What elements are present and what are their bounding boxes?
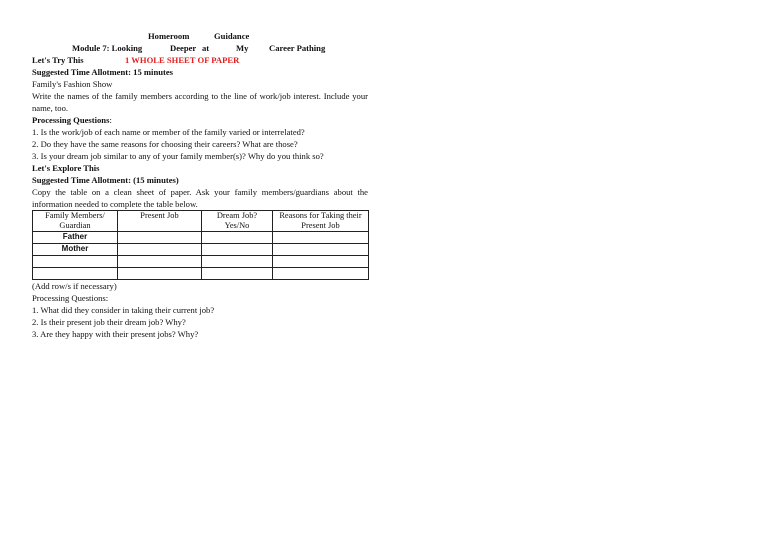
explore-time-allotment: Suggested Time Allotment: (15 minutes) (32, 175, 179, 185)
table-cell (118, 268, 202, 280)
try-time-allotment: Suggested Time Allotment: 15 minutes (32, 67, 174, 77)
table-row (33, 268, 369, 280)
table-row (33, 256, 369, 268)
table-cell (118, 232, 202, 244)
title-line-2 (32, 42, 368, 54)
title-line-1 (32, 30, 368, 42)
title-deeper: Deeper (170, 43, 197, 53)
materials-note: 1 WHOLE SHEET OF PAPER (125, 55, 240, 65)
title-career-pathing: Career Pathing (269, 43, 326, 53)
table-cell (202, 268, 273, 280)
table-cell (273, 244, 369, 256)
family-job-table (32, 210, 369, 280)
table-cell (273, 256, 369, 268)
explore-question: 1. What did they consider in taking their current job? (32, 305, 215, 315)
table-cell (118, 256, 202, 268)
try-this-heading-line (32, 54, 368, 66)
try-question: 2. Do they have the same reasons for choosing their careers? What are those? (32, 139, 298, 149)
table-row (33, 244, 369, 256)
table-cell (202, 244, 273, 256)
title-module: Module 7: Looking (72, 43, 143, 53)
table-cell: Father (33, 232, 118, 244)
title-homeroom: Homeroom (148, 31, 190, 41)
table-cell (33, 268, 118, 280)
table-cell (273, 232, 369, 244)
try-this-heading: Let's Try This (32, 55, 84, 65)
try-question: 1. Is the work/job of each name or member of the family varied or interrelated? (32, 127, 305, 137)
table-header-row (33, 211, 369, 232)
title-guidance: Guidance (214, 31, 250, 41)
add-rows-note: (Add row/s if necessary) (32, 281, 117, 291)
table-cell (273, 268, 369, 280)
try-question: 3. Is your dream job similar to any of your family member(s)? Why do you think so? (32, 151, 324, 161)
title-my: My (236, 43, 249, 53)
explore-this-heading: Let's Explore This (32, 163, 100, 173)
table-cell: Mother (33, 244, 118, 256)
explore-question: 3. Are they happy with their present jobs? Why? (32, 329, 199, 339)
table-cell (118, 244, 202, 256)
try-processing-label: Processing Questions: (32, 115, 112, 125)
table-row (33, 232, 369, 244)
table-cell (33, 256, 118, 268)
table-cell (202, 256, 273, 268)
explore-instructions: Copy the table on a clean sheet of paper. Ask your family members/guardians about the information needed to complete the table below. (32, 187, 368, 209)
activity-title: Family's Fashion Show (32, 79, 113, 89)
table-header: Present Job (118, 211, 202, 232)
explore-processing-label: Processing Questions: (32, 293, 109, 303)
explore-question: 2. Is their present job their dream job? Why? (32, 317, 186, 327)
table-header: Reasons for Taking their Present Job (273, 211, 369, 232)
table-header: Family Members/ Guardian (33, 211, 118, 232)
table-header: Dream Job? Yes/No (202, 211, 273, 232)
document-body (32, 30, 368, 340)
title-at: at (202, 43, 210, 53)
try-instructions: Write the names of the family members according to the line of work/job interest. Include your name, too. (32, 91, 368, 113)
table-cell (202, 232, 273, 244)
